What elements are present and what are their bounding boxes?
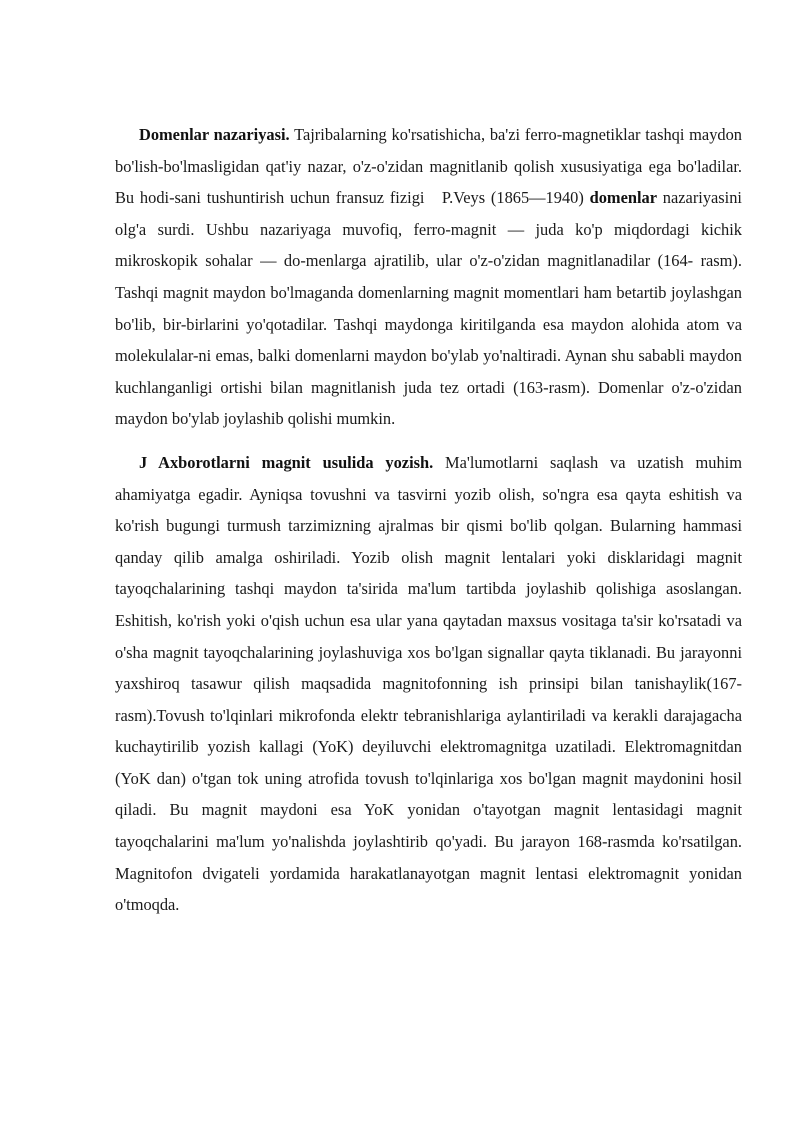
- bold-term: domenlar: [589, 188, 657, 208]
- document-page: [115, 119, 742, 921]
- paragraph-heading: Domenlar nazariyasi.: [139, 125, 290, 144]
- paragraph-domain-theory: [115, 119, 742, 435]
- paragraph-text: Ma'lumotlarni saqlash va uzatish muhim ahamiyatga egadir. Ayniqsa tovushni va tasvirni yozib olish, so'ngra esa qayta eshitish va ko'rish bugungi turmush tarzimizning ajralmas bir qismi bo'lib qolgan. Bularning hammasi qanday qilib amalga oshiriladi. Yozib olish magnit lentalari yoki disklaridagi magnit tayoqchalarining tashqi maydon ta'sirida ma'lum tartibda joylashib qolishiga asoslangan. Eshitish, ko'rish yoki o'qish uchun esa ular yana qaytadan maxsus vositaga ta'sir ko'rsatadi va o'sha magnit tayoqchalarining joylashuviga xos bo'lgan signallar qayta tiklanadi. Bu jarayonni yaxshiroq tasawur qilish maqsadida magnitofonning ish prinsipi bilan tanishaylik(167-rasm).Tovush to'lqinlari mikrofonda elektr tebranishlariga aylantiriladi va kerakli darajagacha kuchaytirilib yozish kallagi (YoK) deyiluvchi elektromagnitga uzatiladi. Elektromagnitdan (YoK dan) o'tgan tok uning atrofida tovush to'lqinlariga xos bo'lgan magnit maydonini hosil qiladi. Bu magnit maydoni esa YoK yonidan o'tayotgan magnit lentasidagi magnit tayoqchalarini ma'lum yo'nalishda joylashtirib qo'yadi. Bu jarayon 168-rasmda ko'rsatilgan. Magnitofon dvigateli yordamida harakatlanayotgan magnit lentasi elektromagnit yonidan o'tmoqda.: [115, 452, 742, 915]
- paragraph-magnetic-recording: [115, 447, 742, 921]
- paragraph-heading: J Axborotlarni magnit usulida yozish.: [139, 452, 434, 472]
- paragraph-text: nazariyasini olg'a surdi. Ushbu nazariyaga muvofiq, ferro-magnit — juda ko'p miqdordagi kichik mikroskopik sohalar — do-menlarga ajratilib, ular o'z-o'zidan magnitlanadilar (164- rasm). Tashqi magnit maydon bo'lmaganda domenlarning magnit momentlari ham betartib joylashgan bo'lib, bir-birlarini yo'qotadilar. Tashqi maydonga kiritilganda esa maydon alohida atom va molekulalar-ni emas, balki domenlarni maydon bo'ylab yo'naltiradi. Aynan shu sababli maydon kuchlanganligi ortishi bilan magnitlanish juda tez ortadi (163-rasm). Domenlar o'z-o'zidan maydon bo'ylab joylashib qolishi mumkin.: [115, 188, 742, 429]
- paragraph-text: Tajribalarning ko'rsatishicha, ba'zi ferro-magnetiklar tashqi maydon bo'lish-bo'lmasligidan qat'iy nazar, o'z-o'zidan magnitlanib qolish xususiyatiga ega bo'ladilar. Bu hodi-sani tushuntirish uchun fransuz fizigi P.Veys (1865—1940): [115, 125, 742, 208]
